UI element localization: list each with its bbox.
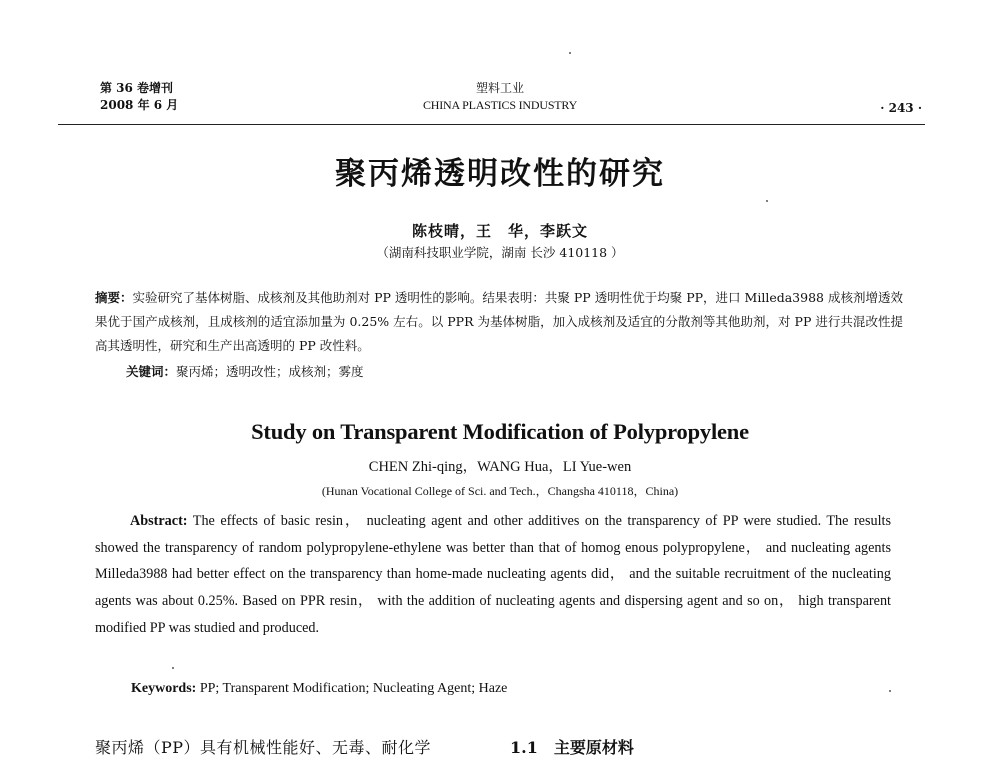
keywords-en-text: PP; Transparent Modification; Nucleating Agent; Haze — [199, 681, 508, 696]
header-rule — [58, 124, 925, 125]
body-text-start: 聚丙烯（PP）具有机械性能好、无毒、耐化学 — [95, 738, 432, 757]
scan-speck — [889, 690, 891, 692]
header-date: 2008 年 6 月 — [100, 98, 179, 112]
affiliation-cn: （湖南科技职业学院，湖南 长沙 410118 ） — [376, 245, 624, 260]
scan-speck — [569, 52, 571, 54]
header-journal — [380, 80, 620, 114]
keywords-cn-label: 关键词： — [126, 364, 177, 379]
abstract-cn-text: 实验研究了基体树脂、成核剂及其他助剂对 PP 透明性的影响。结果表明：共聚 PP 透明性优于均聚 PP，进口 Milleda3988 成核剂增透效果优于国产成核剂，且成核剂的适宜添加量为 0.25% 左右。以 PPR 为基体树脂，加入成核剂及适宜的分散剂等其他助剂，对 PP 进行共混改性提高其透明性，研究和生产出高透明的 PP 改性料。 — [95, 290, 903, 353]
journal-name-cn: 塑料工业 — [475, 81, 524, 95]
keywords-cn-text: 聚丙烯；透明改性；成核剂；雾度 — [176, 364, 364, 379]
journal-name-en: CHINA PLASTICS INDUSTRY — [422, 98, 578, 112]
abstract-en-label: Abstract: — [130, 513, 188, 529]
section-heading: 1.1 主要原材料 — [510, 738, 634, 757]
scan-speck — [766, 200, 768, 202]
abstract-en — [95, 508, 891, 642]
header-volume-info — [100, 80, 178, 114]
abstract-cn — [95, 286, 903, 358]
keywords-en — [131, 681, 507, 697]
page-number: · 243 · — [880, 101, 922, 115]
authors-en: CHEN Zhi-qing，WANG Hua，LI Yue-wen — [368, 459, 632, 475]
header-volume: 第 36 卷增刊 — [100, 81, 174, 95]
keywords-cn — [126, 362, 364, 380]
title-cn: 聚丙烯透明改性的研究 — [335, 156, 665, 192]
affiliation-en: (Hunan Vocational College of Sci. and Tech.，Changsha 410118，China) — [321, 484, 679, 498]
scan-speck — [172, 667, 174, 669]
authors-cn: 陈枝晴，王 华，李跃文 — [411, 222, 588, 240]
title-en: Study on Transparent Modification of Polypropylene — [251, 419, 749, 444]
abstract-cn-label: 摘要： — [95, 290, 133, 305]
keywords-en-label: Keywords: — [131, 681, 197, 696]
abstract-en-text: The effects of basic resin， nucleating agent and other additives on the transparency of PP were studied. The results showed the transparency of random polypropylene-ethylene was better than that of homog enous polypropylene， and nucleating agents Milleda3988 had better effect on the transparency than home-made nucleating agents did， and the suitable recruitment of the nucleating agents was about 0.25%. Based on PPR resin， with the addition of nucleating agents and dispersing agent and so on， high transparent modified PP was studied and produced. — [95, 513, 892, 636]
